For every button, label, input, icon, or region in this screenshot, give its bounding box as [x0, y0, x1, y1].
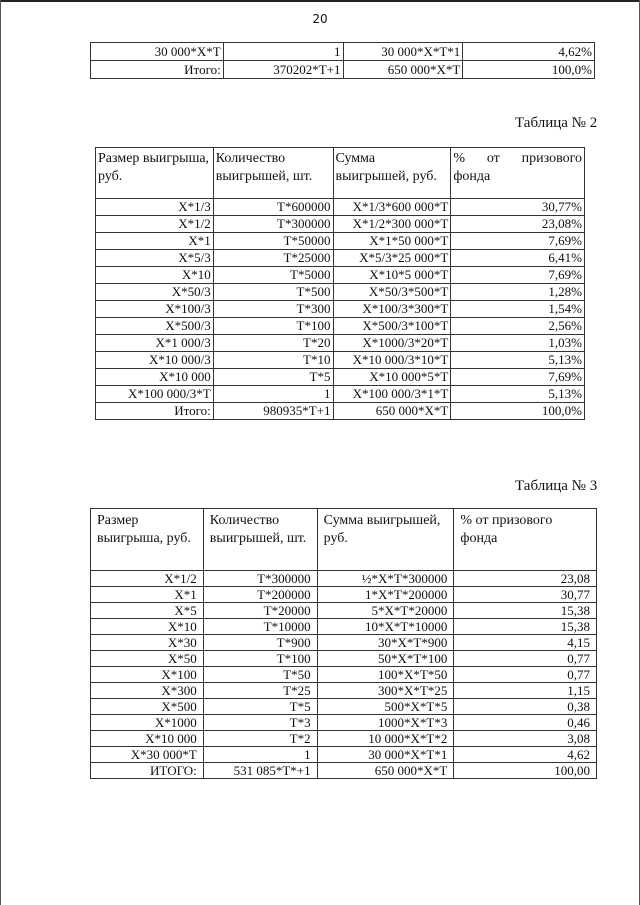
cell-prize-sum: 5*Х*Т*20000 — [317, 603, 454, 619]
cell-prize-percent: 5,13% — [451, 386, 585, 403]
table-row — [91, 699, 597, 715]
table-row — [91, 571, 597, 587]
table-row — [96, 267, 585, 284]
cell-prize-size: Х*100/3 — [96, 301, 214, 318]
cell-prize-count: 980935*Т+1 — [213, 403, 333, 420]
cell-prize-percent: 7,69% — [451, 233, 585, 250]
cell-prize-percent: 7,69% — [451, 369, 585, 386]
table-row — [91, 61, 595, 79]
table-row — [96, 352, 585, 369]
cell-prize-percent: 5,13% — [451, 352, 585, 369]
cell-prize-count: Т*3 — [203, 715, 317, 731]
cell-prize-sum: 650 000*Х*Т — [333, 403, 451, 420]
table-row — [96, 284, 585, 301]
table-row — [91, 715, 597, 731]
table-row — [91, 43, 595, 61]
cell-prize-size: Х*1/2 — [91, 571, 204, 587]
cell-prize-sum: Х*50/3*500*Т — [333, 284, 451, 301]
cell-prize-count: Т*600000 — [213, 199, 333, 216]
header-prize-size: Размер выигрыша, руб. — [96, 148, 214, 199]
cell-prize-percent: 0,77 — [454, 651, 597, 667]
cell-prize-percent: 100,0% — [451, 403, 585, 420]
cell-prize-count: Т*10000 — [203, 619, 317, 635]
cell-prize-sum: Х*100/3*300*Т — [333, 301, 451, 318]
cell-prize-size: Х*100 000/3*Т — [96, 386, 214, 403]
cell-prize-size: Х*30 — [91, 635, 204, 651]
cell-prize-count: 1 — [223, 43, 343, 61]
scan-left-edge — [0, 0, 1, 905]
table-row — [91, 683, 597, 699]
header-prize-percent: % от призового фонда — [454, 509, 597, 571]
cell-prize-sum: 10*Х*Т*10000 — [317, 619, 454, 635]
table-row — [96, 335, 585, 352]
cell-prize-percent: 7,69% — [451, 267, 585, 284]
cell-prize-count: Т*900 — [203, 635, 317, 651]
scan-top-edge — [0, 0, 640, 2]
cell-prize-percent: 0,77 — [454, 667, 597, 683]
cell-prize-sum: 1000*Х*Т*3 — [317, 715, 454, 731]
cell-prize-percent: 100,00 — [454, 763, 597, 779]
cell-prize-percent: 0,46 — [454, 715, 597, 731]
cell-prize-sum: 50*Х*Т*100 — [317, 651, 454, 667]
cell-prize-count: Т*300000 — [203, 571, 317, 587]
cell-prize-size: Х*10 — [96, 267, 214, 284]
header-prize-count: Количество выигрышей, шт. — [213, 148, 333, 199]
cell-prize-size: Х*10 000 — [91, 731, 204, 747]
table-row — [91, 635, 597, 651]
table-2 — [95, 147, 585, 420]
cell-prize-count: Т*300000 — [213, 216, 333, 233]
cell-prize-count: 370202*Т+1 — [223, 61, 343, 79]
cell-prize-size: Х*1 — [96, 233, 214, 250]
table-3 — [90, 508, 597, 779]
cell-prize-percent: 2,56% — [451, 318, 585, 335]
cell-prize-size: ИТОГО: — [91, 763, 204, 779]
cell-prize-size: Х*5 — [91, 603, 204, 619]
table-3-caption: Таблица № 3 — [515, 478, 598, 494]
cell-prize-size: Х*300 — [91, 683, 204, 699]
cell-prize-percent: 4,62% — [463, 43, 595, 61]
cell-prize-count: Т*100 — [203, 651, 317, 667]
table-2-caption: Таблица № 2 — [515, 115, 598, 131]
table-row — [96, 199, 585, 216]
table-header-row — [91, 509, 597, 571]
cell-prize-count: Т*25000 — [213, 250, 333, 267]
cell-prize-percent: 30,77% — [451, 199, 585, 216]
cell-prize-sum: Х*500/3*100*Т — [333, 318, 451, 335]
table-row — [96, 216, 585, 233]
cell-prize-sum: 1*Х*Т*200000 — [317, 587, 454, 603]
cell-prize-size: Х*1 — [91, 587, 204, 603]
cell-prize-count: 531 085*Т*+1 — [203, 763, 317, 779]
cell-prize-size: Х*50 — [91, 651, 204, 667]
cell-prize-size: Х*1/2 — [96, 216, 214, 233]
table-row — [96, 369, 585, 386]
header-prize-percent: % от призового фонда — [451, 148, 585, 199]
table-row — [91, 763, 597, 779]
cell-prize-count: Т*5 — [213, 369, 333, 386]
cell-prize-percent: 3,08 — [454, 731, 597, 747]
cell-prize-sum: 30*Х*Т*900 — [317, 635, 454, 651]
cell-prize-sum: Х*10 000/3*10*Т — [333, 352, 451, 369]
cell-prize-sum: Х*100 000/3*1*Т — [333, 386, 451, 403]
cell-prize-count: Т*20000 — [203, 603, 317, 619]
table-row — [91, 603, 597, 619]
cell-prize-count: Т*5000 — [213, 267, 333, 284]
cell-prize-size: Х*10 — [91, 619, 204, 635]
cell-prize-count: Т*2 — [203, 731, 317, 747]
table-row — [96, 301, 585, 318]
cell-prize-sum: 300*Х*Т*25 — [317, 683, 454, 699]
cell-prize-count: Т*25 — [203, 683, 317, 699]
cell-prize-size: Итого: — [91, 61, 224, 79]
cell-prize-percent: 30,77 — [454, 587, 597, 603]
table-row — [91, 619, 597, 635]
cell-prize-size: Х*5/3 — [96, 250, 214, 267]
cell-prize-size: Х*500 — [91, 699, 204, 715]
cell-prize-percent: 15,38 — [454, 603, 597, 619]
cell-prize-percent: 1,54% — [451, 301, 585, 318]
cell-prize-size: Х*1 000/3 — [96, 335, 214, 352]
cell-prize-percent: 1,03% — [451, 335, 585, 352]
page-number: 20 — [312, 12, 328, 26]
table-row — [96, 233, 585, 250]
cell-prize-size: Итого: — [96, 403, 214, 420]
cell-prize-sum: Х*5/3*25 000*Т — [333, 250, 451, 267]
table-row — [91, 747, 597, 763]
cell-prize-size: Х*30 000*Т — [91, 747, 204, 763]
table-header-row — [96, 148, 585, 199]
cell-prize-count: Т*20 — [213, 335, 333, 352]
cell-prize-count: 1 — [213, 386, 333, 403]
cell-prize-count: Т*5 — [203, 699, 317, 715]
cell-prize-percent: 0,38 — [454, 699, 597, 715]
header-prize-count: Количество выигрышей, шт. — [203, 509, 317, 571]
cell-prize-percent: 23,08 — [454, 571, 597, 587]
cell-prize-percent: 4,15 — [454, 635, 597, 651]
cell-prize-sum: ½*Х*Т*300000 — [317, 571, 454, 587]
cell-prize-sum: 30 000*Х*Т*1 — [343, 43, 463, 61]
cell-prize-sum: 650 000*Х*Т — [343, 61, 463, 79]
cell-prize-size: Х*100 — [91, 667, 204, 683]
cell-prize-percent: 23,08% — [451, 216, 585, 233]
cell-prize-size: Х*10 000/3 — [96, 352, 214, 369]
header-prize-size: Размер выигрыша, руб. — [91, 509, 204, 571]
cell-prize-size: 30 000*Х*Т — [91, 43, 224, 61]
cell-prize-count: Т*10 — [213, 352, 333, 369]
cell-prize-size: Х*500/3 — [96, 318, 214, 335]
cell-prize-percent: 6,41% — [451, 250, 585, 267]
cell-prize-count: Т*50000 — [213, 233, 333, 250]
cell-prize-sum: 30 000*Х*Т*1 — [317, 747, 454, 763]
cell-prize-count: Т*500 — [213, 284, 333, 301]
table-row — [91, 587, 597, 603]
cell-prize-count: Т*300 — [213, 301, 333, 318]
cell-prize-size: Х*50/3 — [96, 284, 214, 301]
header-prize-sum: Сумма выигрышей, руб. — [317, 509, 454, 571]
cell-prize-sum: Х*1/2*300 000*Т — [333, 216, 451, 233]
cell-prize-count: Т*50 — [203, 667, 317, 683]
cell-prize-percent: 4,62 — [454, 747, 597, 763]
cell-prize-sum: 10 000*Х*Т*2 — [317, 731, 454, 747]
cell-prize-percent: 100,0% — [463, 61, 595, 79]
cell-prize-size: Х*1000 — [91, 715, 204, 731]
table-row — [96, 403, 585, 420]
cell-prize-size: Х*10 000 — [96, 369, 214, 386]
cell-prize-sum: 650 000*Х*Т — [317, 763, 454, 779]
cell-prize-sum: Х*1/3*600 000*Т — [333, 199, 451, 216]
cell-prize-sum: Х*1000/3*20*Т — [333, 335, 451, 352]
cell-prize-count: Т*200000 — [203, 587, 317, 603]
cell-prize-sum: 500*Х*Т*5 — [317, 699, 454, 715]
cell-prize-percent: 1,28% — [451, 284, 585, 301]
table-row — [91, 731, 597, 747]
cell-prize-count: 1 — [203, 747, 317, 763]
cell-prize-percent: 1,15 — [454, 683, 597, 699]
header-prize-sum: Сумма выигрышей, руб. — [333, 148, 451, 199]
table-row — [96, 250, 585, 267]
cell-prize-sum: 100*Х*Т*50 — [317, 667, 454, 683]
table-row — [91, 651, 597, 667]
table-row — [96, 386, 585, 403]
cell-prize-percent: 15,38 — [454, 619, 597, 635]
cell-prize-size: Х*1/3 — [96, 199, 214, 216]
cell-prize-sum: Х*10 000*5*Т — [333, 369, 451, 386]
cell-prize-sum: Х*10*5 000*Т — [333, 267, 451, 284]
table-row — [96, 318, 585, 335]
table-row — [91, 667, 597, 683]
cell-prize-sum: Х*1*50 000*Т — [333, 233, 451, 250]
cell-prize-count: Т*100 — [213, 318, 333, 335]
table-1-continued — [90, 42, 595, 79]
